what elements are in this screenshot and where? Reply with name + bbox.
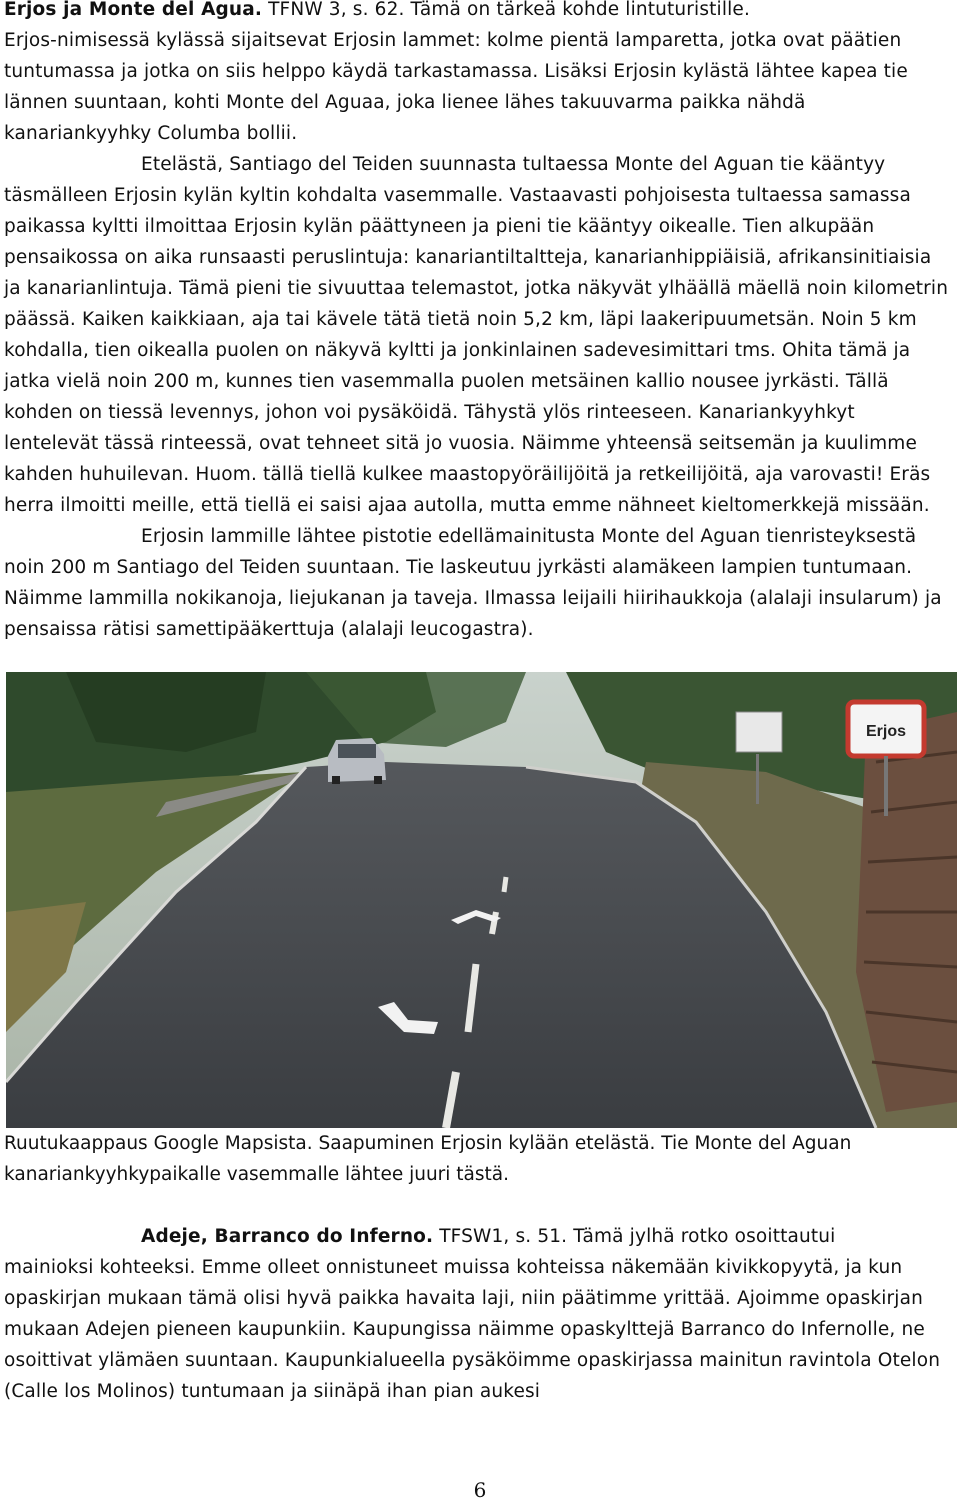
street-view-photo [6,672,957,1128]
section-title-erjos: Erjos ja Monte del Agua. [4,0,263,20]
paragraph-erjos-ponds: Erjosin lammille lähtee pistotie edellämainitusta Monte del Aguan tienristeyksestä noin 200 m Santiago del Teiden suuntaan. Tie laskeutuu jyrkästi alamäkeen lampien tuntumaan. Näimme lammilla nokikanoja, liejukanan ja taveja. Ilmassa leijaili hiirihaukkoja (alalaji insularum) ja pensaissa rätisi samettipääkerttuja (alalaji leucogastra). [4,526,942,640]
section-title-adeje: Adeje, Barranco do Inferno. [141,1226,434,1247]
paragraph-erjos-intro: Erjos-nimisessä kylässä sijaitsevat Erjosin lammet: kolme pientä lamparetta, jotka ovat päätien tuntumassa ja jotka on siis helppo käydä tarkastamassa. Lisäksi Erjosin kylästä lähtee kapea tie lännen suuntaan, kohti Monte del Aguaa, joka lienee lähes takuuvarma paikka nähdä kanariankyyhky Columba bollii. [4,30,908,144]
section-reference-erjos: TFNW 3, s. 62. Tämä on tärkeä kohde lintuturistille. [262,0,750,20]
info-sign [736,712,782,752]
paragraph-adeje: mainioksi kohteeksi. Emme olleet onnistuneet muissa kohteissa näkemään kivikkopyytä, ja kun opaskirjan mukaan tämä olisi hyvä paikka havaita laji, niin päätimme yrittää. Ajoimme opaskirjan mukaan Adejen pieneen kaupunkiin. Kaupungissa näimme opaskylttejä Barranco do Infernolle, ne osoittivat ylämäen suuntaan. Kaupunkialueella pysäköimme opaskirjassa mainitun ravintola Otelon (Calle los Molinos) tuntumaan ja siinäpä ihan pian aukesi [4,1257,941,1402]
page-number: 6 [473,1478,487,1502]
paragraph-erjos-directions: Etelästä, Santiago del Teiden suunnasta tultaessa Monte del Aguan tie kääntyy täsmälleen Erjosin kylän kyltin kohdalta vasemmalle. Vastaavasti pohjoisesta tultaessa samassa paikassa kyltti ilmoittaa Erjosin kylän päättyneen ja pieni tie kääntyy oikealle. Tien alkupään pensaikossa on aika runsaasti peruslintuja: kanariantiltaltteja, kanarianhippiäisiä, afrikansinitiaisia ja kanarianlintuja. Tämä pieni tie sivuuttaa telemastot, jotka näkyvät ylhäällä mäellä noin kilometrin päässä. Kaiken kaikkiaan, aja tai kävele tätä tietä noin 5,2 km, läpi laakeripuumetsän. Noin 5 km kohdalla, tien oikealla puolen on näkyvä kyltti ja jonkinlainen sadevesimittari tms. Ohita tämä ja jatka vielä noin 200 m, kunnes tien vasemmalla puolen metsäinen kallio nousee jyrkästi. Tällä kohden on tiessä levennys, johon voi pysäköidä. Tähystä ylös rinteeseen. Kanariankyyhkyt lentelevät tässä rinteessä, ovat tehneet sitä jo vuosia. Näimme yhteensä seitsemän ja kuulimme kahden huhuilevan. Huom. tällä tiellä kulkee maastopyöräilijöitä ja retkeilijöitä, aja varovasti! Eräs herra ilmoitti meille, että tiellä ei saisi ajaa autolla, mutta emme nähneet kieltomerkkejä missään. [4,154,949,516]
section-adeje [4,1221,954,1407]
photo-caption: Ruutukaappaus Google Mapsista. Saapuminen Erjosin kylään etelästä. Tie Monte del Aguan kanariankyyhkypaikalle vasemmalle lähtee juuri tästä. [4,1133,852,1185]
section-reference-adeje: TFSW1, s. 51. Tämä jylhä rotko osoittautui [433,1226,836,1247]
erjos-sign-text: Erjos [865,723,907,740]
section-erjos [4,0,954,645]
